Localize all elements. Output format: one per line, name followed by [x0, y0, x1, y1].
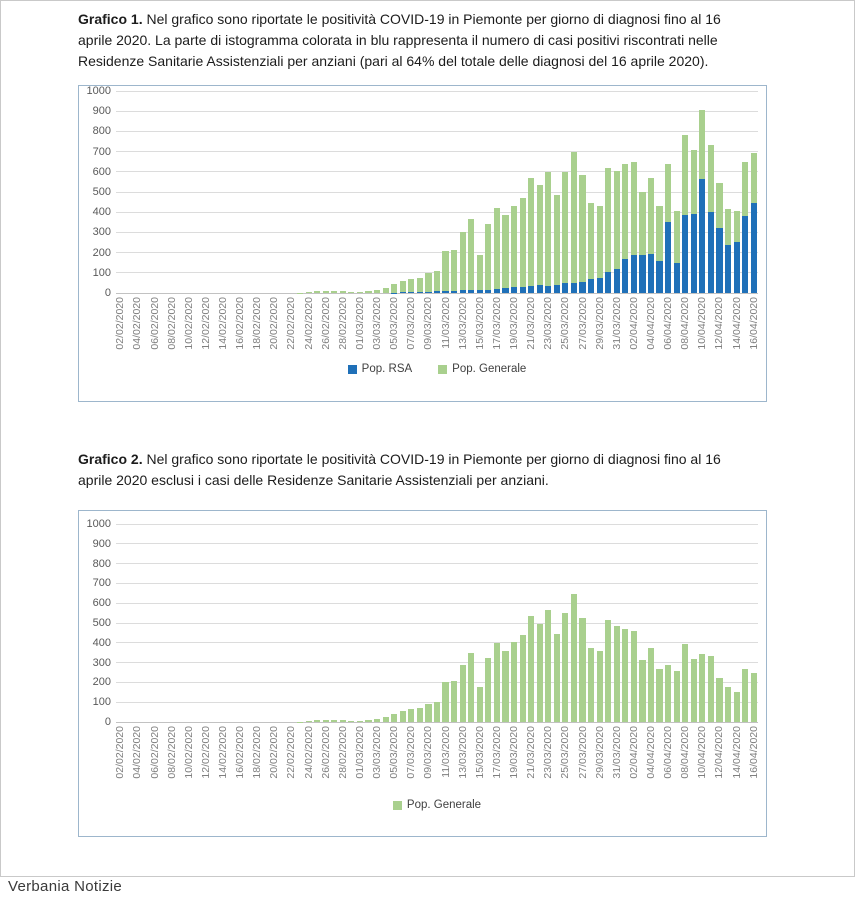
grafico2-caption-label: Grafico 2.	[78, 451, 143, 467]
bar-pop-generale-26	[340, 720, 346, 722]
bar-pop-generale-74	[751, 153, 757, 204]
chart1-legend	[116, 363, 758, 375]
bar-pop-generale-42	[477, 255, 483, 290]
bar-pop-rsa-37	[434, 291, 440, 293]
bar-pop-generale-36	[425, 273, 431, 292]
bar-pop-generale-57	[605, 168, 611, 272]
bar-pop-generale-65	[674, 671, 680, 722]
bar-pop-rsa-33	[400, 292, 406, 293]
bar-pop-generale-44	[494, 643, 500, 722]
chart1-covid-diagnoses-stacked	[78, 85, 767, 402]
bar-pop-generale-24	[323, 720, 329, 722]
rsa-legend-swatch-icon	[348, 365, 357, 374]
bar-pop-generale-53	[571, 152, 577, 283]
bar-pop-rsa-52	[562, 283, 568, 293]
bar-pop-rsa-42	[477, 290, 483, 293]
x-tick-label-10-02-2020: 10/02/2020	[182, 297, 195, 350]
bar-pop-generale-50	[545, 610, 551, 722]
y-tick-label-800: 800	[92, 125, 111, 138]
gridline-700	[116, 151, 758, 152]
bar-pop-generale-40	[460, 232, 466, 291]
chart1-legend-label-generale: Pop. Generale	[452, 363, 527, 375]
y-tick-label-200: 200	[92, 246, 111, 259]
x-tick-label-02-02-2020: 02/02/2020	[114, 297, 127, 350]
x-tick-label-02-02-2020: 02/02/2020	[114, 726, 127, 779]
x-tick-label-17-03-2020: 17/03/2020	[490, 297, 503, 350]
bar-pop-generale-57	[605, 620, 611, 722]
x-tick-label-12-04-2020: 12/04/2020	[713, 297, 726, 350]
x-tick-label-18-02-2020: 18/02/2020	[251, 297, 264, 350]
x-tick-label-19-03-2020: 19/03/2020	[508, 297, 521, 350]
gridline-700	[116, 583, 758, 584]
bar-pop-generale-52	[562, 172, 568, 283]
x-tick-label-14-04-2020: 14/04/2020	[730, 726, 743, 779]
bar-pop-generale-24	[323, 291, 329, 293]
bar-pop-generale-23	[314, 720, 320, 722]
y-tick-label-500: 500	[92, 617, 111, 629]
chart1-plot-area	[116, 91, 758, 293]
bar-pop-generale-69	[708, 145, 714, 212]
bar-pop-rsa-47	[520, 287, 526, 293]
y-tick-label-700: 700	[92, 577, 111, 590]
x-tick-label-01-03-2020: 01/03/2020	[353, 726, 366, 779]
bar-pop-generale-69	[708, 656, 714, 722]
x-tick-label-08-02-2020: 08/02/2020	[165, 726, 178, 779]
bar-pop-rsa-74	[751, 203, 757, 293]
bar-pop-rsa-67	[691, 214, 697, 293]
chart2-legend	[116, 799, 758, 811]
x-tick-label-26-02-2020: 26/02/2020	[319, 726, 332, 779]
x-tick-label-26-02-2020: 26/02/2020	[319, 297, 332, 350]
x-tick-label-12-04-2020: 12/04/2020	[713, 726, 726, 779]
bar-pop-generale-72	[734, 692, 740, 722]
x-tick-label-03-03-2020: 03/03/2020	[371, 726, 384, 779]
x-tick-label-11-03-2020: 11/03/2020	[439, 297, 452, 349]
bar-pop-rsa-69	[708, 212, 714, 293]
x-tick-label-13-03-2020: 13/03/2020	[456, 297, 469, 350]
bar-pop-generale-41	[468, 219, 474, 290]
gridline-800	[116, 131, 758, 132]
generale-legend-swatch-icon	[438, 365, 447, 374]
bar-pop-generale-46	[511, 642, 517, 722]
bar-pop-generale-65	[674, 211, 680, 263]
gridline-500	[116, 192, 758, 193]
x-tick-label-29-03-2020: 29/03/2020	[593, 726, 606, 779]
bar-pop-rsa-43	[485, 290, 491, 293]
chart2-legend-item-generale	[393, 799, 481, 811]
bar-pop-generale-43	[485, 224, 491, 290]
bar-pop-rsa-40	[460, 290, 466, 293]
x-tick-label-21-03-2020: 21/03/2020	[525, 726, 538, 779]
bar-pop-generale-61	[639, 660, 645, 722]
bar-pop-generale-55	[588, 648, 594, 722]
bar-pop-generale-59	[622, 164, 628, 259]
x-tick-label-16-02-2020: 16/02/2020	[234, 297, 247, 350]
y-tick-label-0: 0	[104, 287, 111, 299]
y-tick-label-800: 800	[92, 557, 111, 570]
bar-pop-rsa-51	[554, 285, 560, 293]
x-tick-label-15-03-2020: 15/03/2020	[473, 297, 486, 350]
bar-pop-rsa-63	[656, 261, 662, 293]
x-tick-label-27-03-2020: 27/03/2020	[576, 726, 589, 779]
bar-pop-generale-67	[691, 150, 697, 214]
bar-pop-generale-64	[665, 164, 671, 222]
chart2-covid-diagnoses-excl-rsa	[78, 510, 767, 837]
bar-pop-generale-41	[468, 653, 474, 722]
bar-pop-rsa-49	[537, 285, 543, 293]
bar-pop-generale-62	[648, 648, 654, 722]
bar-pop-generale-48	[528, 178, 534, 286]
x-tick-label-27-03-2020: 27/03/2020	[576, 297, 589, 350]
bar-pop-rsa-61	[639, 255, 645, 293]
x-tick-label-11-03-2020: 11/03/2020	[439, 726, 452, 778]
x-tick-label-24-02-2020: 24/02/2020	[302, 297, 315, 350]
bar-pop-rsa-57	[605, 272, 611, 293]
bar-pop-generale-73	[742, 669, 748, 722]
x-tick-label-16-04-2020: 16/04/2020	[747, 297, 760, 350]
bar-pop-rsa-36	[425, 292, 431, 293]
bar-pop-rsa-46	[511, 287, 517, 293]
x-tick-label-29-03-2020: 29/03/2020	[593, 297, 606, 350]
bar-pop-generale-72	[734, 211, 740, 241]
bar-pop-generale-50	[545, 172, 551, 286]
bar-pop-generale-30	[374, 719, 380, 722]
bar-pop-generale-62	[648, 178, 654, 254]
chart2-plot-area	[116, 524, 758, 722]
x-tick-label-06-04-2020: 06/04/2020	[662, 726, 675, 779]
x-tick-label-07-03-2020: 07/03/2020	[405, 297, 418, 350]
x-tick-label-09-03-2020: 09/03/2020	[422, 726, 435, 779]
bar-pop-generale-67	[691, 659, 697, 722]
x-tick-label-22-02-2020: 22/02/2020	[285, 726, 298, 779]
bar-pop-rsa-72	[734, 242, 740, 294]
bar-pop-generale-31	[383, 288, 389, 293]
bar-pop-rsa-35	[417, 292, 423, 293]
bar-pop-generale-68	[699, 654, 705, 722]
bar-pop-generale-66	[682, 644, 688, 722]
bar-pop-generale-22	[306, 721, 312, 722]
bar-pop-generale-37	[434, 702, 440, 722]
bar-pop-generale-30	[374, 290, 380, 293]
gridline-900	[116, 543, 758, 544]
gridline-600	[116, 171, 758, 172]
chart1-legend-item-generale	[438, 363, 526, 375]
bar-pop-generale-43	[485, 658, 491, 722]
bar-pop-generale-56	[597, 651, 603, 722]
bar-pop-rsa-55	[588, 279, 594, 293]
bar-pop-generale-74	[751, 673, 757, 723]
bar-pop-rsa-58	[614, 269, 620, 293]
bar-pop-generale-34	[408, 279, 414, 293]
bar-pop-generale-31	[383, 717, 389, 722]
x-tick-label-22-02-2020: 22/02/2020	[285, 297, 298, 350]
bar-pop-generale-66	[682, 135, 688, 214]
bar-pop-generale-28	[357, 721, 363, 722]
bar-pop-generale-73	[742, 162, 748, 217]
bar-pop-rsa-48	[528, 286, 534, 293]
bar-pop-generale-35	[417, 278, 423, 292]
x-tick-label-06-04-2020: 06/04/2020	[662, 297, 675, 350]
gridline-1000	[116, 524, 758, 525]
x-tick-label-23-03-2020: 23/03/2020	[542, 297, 555, 350]
bar-pop-generale-63	[656, 206, 662, 260]
bar-pop-generale-25	[331, 720, 337, 722]
chart2-legend-label-generale: Pop. Generale	[406, 799, 482, 811]
grafico1-caption-text: Nel grafico sono riportate le positività COVID-19 in Piemonte per giorno di diagnosi fino al 16 aprile 2020. La parte di istogramma colorata in blu rappresenta il numero di casi positivi riscontrati nelle Residenze Sanitarie Assistenziali per anziani (pari al 64% del totale delle diagnosi del 16 aprile 2020).	[78, 11, 721, 69]
y-tick-label-300: 300	[92, 226, 111, 239]
bar-pop-generale-61	[639, 192, 645, 255]
y-tick-label-0: 0	[104, 716, 111, 728]
chart1-legend-item-rsa	[348, 363, 413, 375]
bar-pop-generale-46	[511, 206, 517, 288]
bar-pop-generale-28	[357, 292, 363, 293]
bar-pop-generale-33	[400, 711, 406, 722]
bar-pop-generale-68	[699, 110, 705, 179]
generale-legend-swatch-icon	[393, 801, 402, 810]
x-tick-label-01-03-2020: 01/03/2020	[353, 297, 366, 350]
bar-pop-rsa-41	[468, 290, 474, 293]
bar-pop-generale-22	[306, 292, 312, 293]
y-tick-label-500: 500	[92, 186, 111, 198]
x-tick-label-10-04-2020: 10/04/2020	[696, 726, 709, 779]
bar-pop-rsa-71	[725, 245, 731, 293]
gridline-400	[116, 642, 758, 643]
bar-pop-generale-60	[631, 162, 637, 255]
bar-pop-generale-34	[408, 709, 414, 722]
bar-pop-generale-37	[434, 271, 440, 291]
bar-pop-generale-47	[520, 198, 526, 287]
x-tick-label-10-02-2020: 10/02/2020	[182, 726, 195, 779]
bar-pop-generale-48	[528, 616, 534, 722]
bar-pop-rsa-66	[682, 215, 688, 293]
grafico2-caption	[78, 449, 756, 491]
bar-pop-generale-32	[391, 284, 397, 293]
bar-pop-generale-58	[614, 626, 620, 722]
x-tick-label-06-02-2020: 06/02/2020	[148, 297, 161, 350]
bar-pop-rsa-34	[408, 292, 414, 293]
bar-pop-generale-36	[425, 704, 431, 722]
x-tick-label-06-02-2020: 06/02/2020	[148, 726, 161, 779]
x-tick-label-20-02-2020: 20/02/2020	[268, 726, 281, 779]
bar-pop-generale-49	[537, 185, 543, 285]
gridline-800	[116, 563, 758, 564]
bar-pop-generale-38	[442, 682, 448, 722]
bar-pop-rsa-56	[597, 278, 603, 293]
bar-pop-rsa-38	[442, 291, 448, 293]
bar-pop-rsa-64	[665, 222, 671, 293]
bar-pop-generale-33	[400, 281, 406, 292]
bar-pop-generale-45	[502, 215, 508, 288]
x-tick-label-08-02-2020: 08/02/2020	[165, 297, 178, 350]
y-tick-label-600: 600	[92, 165, 111, 178]
bar-pop-rsa-53	[571, 283, 577, 294]
bar-pop-generale-53	[571, 594, 577, 722]
bar-pop-generale-32	[391, 714, 397, 723]
bar-pop-generale-26	[340, 291, 346, 293]
x-tick-label-20-02-2020: 20/02/2020	[268, 297, 281, 350]
bar-pop-rsa-45	[502, 288, 508, 293]
bar-pop-rsa-54	[579, 282, 585, 293]
x-tick-label-16-02-2020: 16/02/2020	[234, 726, 247, 779]
y-tick-label-300: 300	[92, 656, 111, 669]
bar-pop-generale-51	[554, 195, 560, 284]
x-tick-label-02-04-2020: 02/04/2020	[627, 297, 640, 350]
bar-pop-generale-71	[725, 687, 731, 722]
gridline-900	[116, 111, 758, 112]
bar-pop-generale-39	[451, 681, 457, 722]
x-tick-label-17-03-2020: 17/03/2020	[490, 726, 503, 779]
x-tick-label-10-04-2020: 10/04/2020	[696, 297, 709, 350]
bar-pop-generale-49	[537, 624, 543, 722]
bar-pop-generale-27	[348, 292, 354, 293]
y-tick-label-900: 900	[92, 105, 111, 118]
bar-pop-generale-64	[665, 665, 671, 722]
bar-pop-rsa-65	[674, 263, 680, 293]
bar-pop-generale-44	[494, 208, 500, 289]
bar-pop-generale-54	[579, 175, 585, 281]
bar-pop-generale-42	[477, 687, 483, 722]
x-tick-label-18-02-2020: 18/02/2020	[251, 726, 264, 779]
x-tick-label-07-03-2020: 07/03/2020	[405, 726, 418, 779]
chart1-legend-label-rsa: Pop. RSA	[361, 363, 413, 375]
bar-pop-rsa-50	[545, 286, 551, 293]
bar-pop-rsa-59	[622, 259, 628, 293]
gridline-500	[116, 623, 758, 624]
x-tick-label-15-03-2020: 15/03/2020	[473, 726, 486, 779]
bar-pop-rsa-44	[494, 289, 500, 293]
bar-pop-generale-29	[365, 291, 371, 293]
x-tick-label-14-04-2020: 14/04/2020	[730, 297, 743, 350]
bar-pop-generale-52	[562, 613, 568, 722]
x-tick-label-31-03-2020: 31/03/2020	[610, 297, 623, 350]
bar-pop-generale-54	[579, 618, 585, 722]
grafico1-caption-label: Grafico 1.	[78, 11, 143, 27]
x-tick-label-12-02-2020: 12/02/2020	[199, 297, 212, 350]
x-tick-label-05-03-2020: 05/03/2020	[388, 297, 401, 350]
x-tick-label-31-03-2020: 31/03/2020	[610, 726, 623, 779]
y-tick-label-900: 900	[92, 537, 111, 550]
y-tick-label-100: 100	[92, 696, 111, 709]
y-tick-label-100: 100	[92, 266, 111, 279]
gridline-300	[116, 662, 758, 663]
bar-pop-generale-51	[554, 634, 560, 722]
x-tick-label-04-04-2020: 04/04/2020	[645, 297, 657, 350]
bar-pop-generale-56	[597, 206, 603, 278]
bar-pop-generale-70	[716, 678, 722, 722]
grafico1-caption	[78, 9, 756, 72]
x-tick-label-04-02-2020: 04/02/2020	[131, 726, 144, 779]
bar-pop-generale-59	[622, 629, 628, 722]
bar-pop-generale-40	[460, 665, 466, 722]
bar-pop-generale-38	[442, 251, 448, 291]
x-tick-label-25-03-2020: 25/03/2020	[559, 297, 572, 350]
y-tick-label-200: 200	[92, 676, 111, 689]
bar-pop-generale-58	[614, 171, 620, 269]
bar-pop-rsa-39	[451, 291, 457, 293]
y-tick-label-1000: 1000	[86, 518, 111, 530]
bar-pop-rsa-60	[631, 255, 637, 293]
x-tick-label-28-02-2020: 28/02/2020	[336, 297, 349, 350]
x-tick-label-16-04-2020: 16/04/2020	[747, 726, 760, 779]
x-tick-label-04-02-2020: 04/02/2020	[131, 297, 144, 350]
grafico2-caption-text: Nel grafico sono riportate le positività COVID-19 in Piemonte per giorno di diagnosi fino al 16 aprile 2020 esclusi i casi delle Residenze Sanitarie Assistenziali per anziani.	[78, 451, 721, 488]
x-tick-label-12-02-2020: 12/02/2020	[199, 726, 212, 779]
bar-pop-generale-27	[348, 721, 354, 722]
x-tick-label-25-03-2020: 25/03/2020	[559, 726, 572, 779]
bar-pop-generale-63	[656, 669, 662, 722]
x-tick-label-21-03-2020: 21/03/2020	[525, 297, 538, 350]
x-tick-label-03-03-2020: 03/03/2020	[371, 297, 384, 350]
gridline-1000	[116, 91, 758, 92]
bar-pop-generale-25	[331, 291, 337, 293]
bar-pop-generale-23	[314, 291, 320, 293]
y-tick-label-400: 400	[92, 206, 111, 219]
y-tick-label-700: 700	[92, 145, 111, 158]
bar-pop-generale-55	[588, 203, 594, 279]
bar-pop-generale-71	[725, 209, 731, 244]
x-tick-label-04-04-2020: 04/04/2020	[645, 726, 657, 779]
x-tick-label-05-03-2020: 05/03/2020	[388, 726, 401, 779]
y-tick-label-400: 400	[92, 636, 111, 649]
x-tick-label-08-04-2020: 08/04/2020	[679, 297, 692, 350]
bar-pop-generale-47	[520, 635, 526, 722]
y-tick-label-600: 600	[92, 597, 111, 610]
x-tick-label-08-04-2020: 08/04/2020	[679, 726, 692, 779]
bar-pop-generale-45	[502, 651, 508, 722]
x-tick-label-23-03-2020: 23/03/2020	[542, 726, 555, 779]
x-tick-label-09-03-2020: 09/03/2020	[422, 297, 435, 350]
bar-pop-generale-60	[631, 631, 637, 722]
bar-pop-generale-29	[365, 720, 371, 722]
gridline-600	[116, 603, 758, 604]
bar-pop-generale-39	[451, 250, 457, 291]
y-tick-label-1000: 1000	[86, 85, 111, 97]
x-tick-label-02-04-2020: 02/04/2020	[627, 726, 640, 779]
bar-pop-rsa-62	[648, 254, 654, 293]
x-tick-label-14-02-2020: 14/02/2020	[217, 726, 229, 779]
x-tick-label-19-03-2020: 19/03/2020	[508, 726, 521, 779]
bar-pop-generale-35	[417, 708, 423, 722]
x-tick-label-24-02-2020: 24/02/2020	[302, 726, 315, 779]
x-tick-label-14-02-2020: 14/02/2020	[217, 297, 229, 350]
bar-pop-rsa-73	[742, 216, 748, 293]
x-tick-label-13-03-2020: 13/03/2020	[456, 726, 469, 779]
x-tick-label-28-02-2020: 28/02/2020	[336, 726, 349, 779]
bar-pop-rsa-68	[699, 179, 705, 293]
watermark-verbania-notizie: Verbania Notizie	[8, 878, 123, 895]
bar-pop-rsa-70	[716, 228, 722, 293]
bar-pop-generale-70	[716, 183, 722, 227]
